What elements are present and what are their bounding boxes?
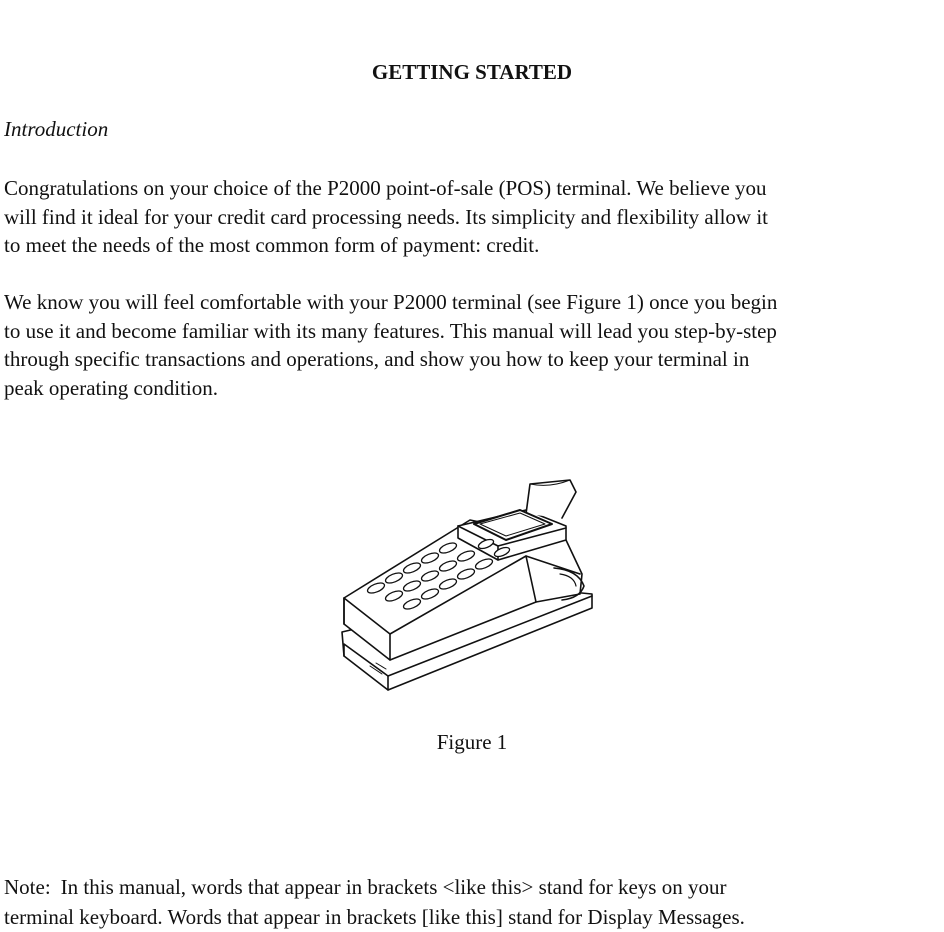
page-title: GETTING STARTED xyxy=(371,60,573,84)
paragraph-line: through specific transactions and operations, and show you how to keep your terminal in xyxy=(4,347,750,372)
note-text-line1: In this manual, words that appear in brackets <like this> stand for keys on your xyxy=(60,875,727,899)
paragraph-line: to use it and become familiar with its many features. This manual will lead you step-by-step xyxy=(4,318,777,343)
note-block xyxy=(4,872,939,932)
note-text-line2: terminal keyboard. Words that appear in brackets [like this] stand for Display Messages. xyxy=(4,905,745,929)
paragraph-line: will find it ideal for your credit card processing needs. Its simplicity and flexibility allow it xyxy=(4,204,768,229)
intro-paragraph-2 xyxy=(4,288,934,403)
paragraph-line: peak operating condition. xyxy=(4,376,219,401)
paragraph-line: We know you will feel comfortable with your P2000 terminal (see Figure 1) once you begin xyxy=(4,290,778,314)
figure-caption: Figure 1 xyxy=(436,730,508,754)
paragraph-line: Congratulations on your choice of the P2000 point-of-sale (POS) terminal. We believe you xyxy=(4,176,767,200)
paragraph-line: to meet the needs of the most common form of payment: credit. xyxy=(4,233,540,258)
pos-terminal-illustration xyxy=(330,470,610,710)
receipt-paper xyxy=(526,480,576,518)
section-heading: Introduction xyxy=(4,117,109,141)
intro-paragraph-1 xyxy=(4,174,934,260)
note-label: Note: xyxy=(4,875,51,899)
